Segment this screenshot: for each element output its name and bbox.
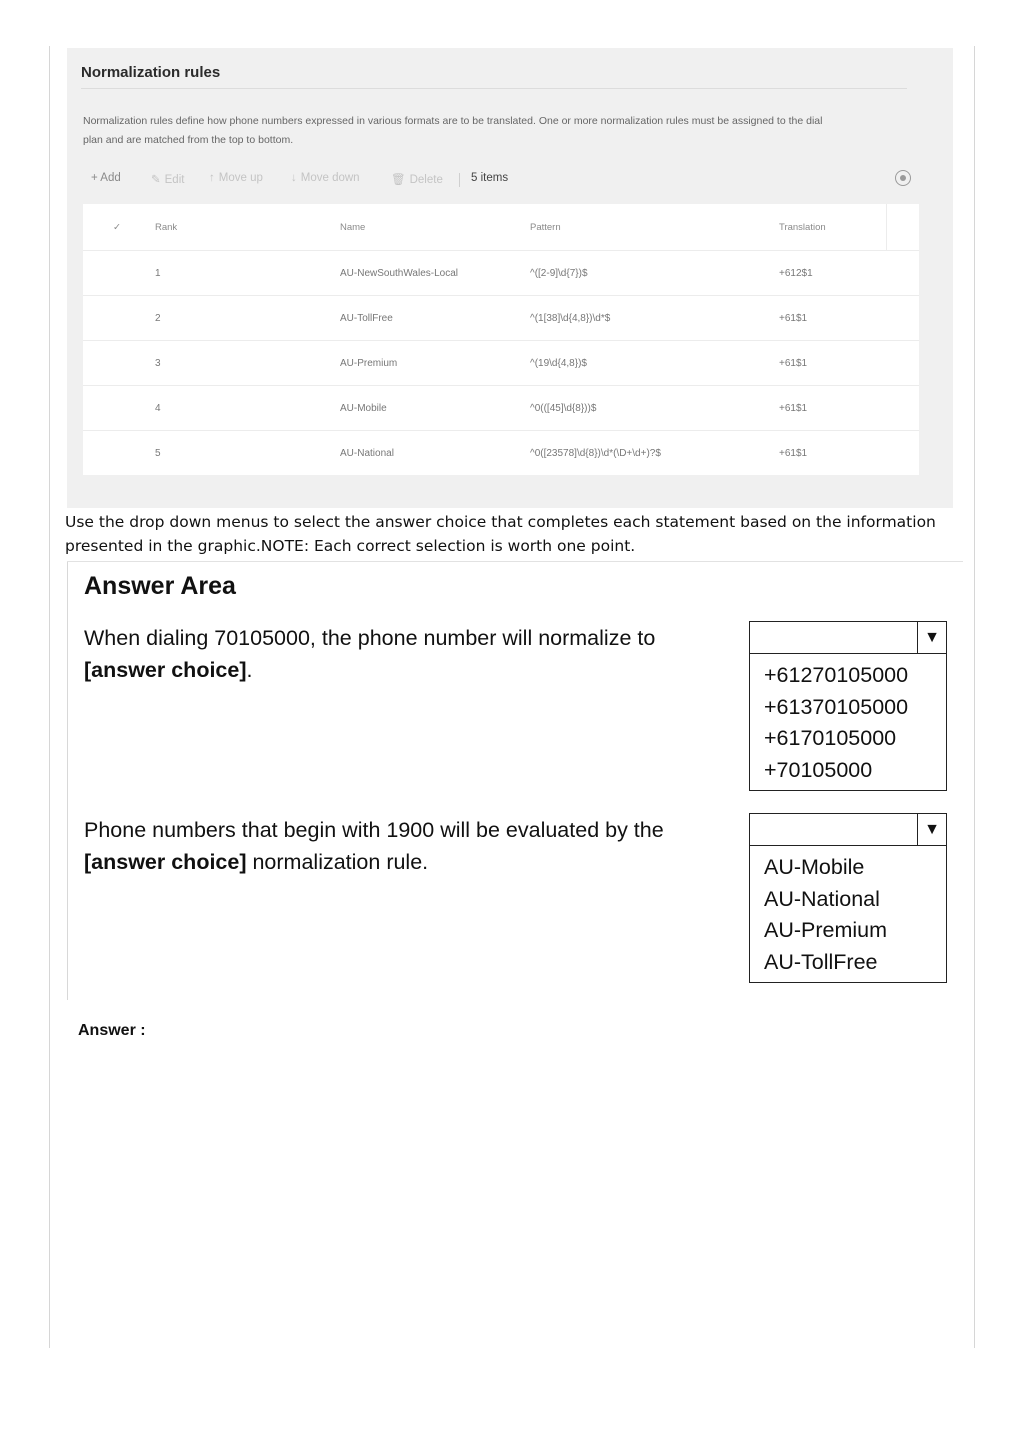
dropdown-selected[interactable] [750,814,946,846]
statement-1-blank: [answer choice] [84,658,247,682]
panel-description: Normalization rules define how phone numbers expressed in various formats are to be translated. One or more normalization rules must be assigned to the dial plan and are matched from the top to bottom. [83,115,823,146]
dropdown-option[interactable]: AU-National [764,886,880,911]
item-count: 5 items [471,172,509,184]
cell-name: AU-Premium [340,357,398,369]
table-header [83,204,919,250]
dropdown-selected[interactable] [750,622,946,654]
column-rank[interactable]: Rank [155,221,178,233]
dropdown-normalization-rule[interactable] [749,813,947,983]
add-button[interactable]: + Add [91,172,121,184]
cell-rank: 4 [155,402,161,414]
move-up-button[interactable] [209,172,263,184]
dropdown-option[interactable]: +61370105000 [764,694,909,719]
cell-name: AU-TollFree [340,312,393,324]
normalization-rules-screenshot [67,48,953,508]
column-name[interactable]: Name [340,221,366,233]
settings-icon[interactable] [895,170,911,186]
arrow-down-icon: ↓ [291,172,297,184]
question-instructions: Use the drop down menus to select the answer choice that completes each statement based on the information presented in the graphic.NOTE: Each correct selection is worth one point. [65,513,936,555]
move-up-label: Move up [218,172,263,184]
cell-rank: 3 [155,357,161,369]
table-row[interactable] [83,385,919,430]
statement-2-text: Phone numbers that begin with 1900 will be evaluated by the [84,818,664,842]
statement-2-end: normalization rule. [246,850,429,874]
select-all-checkmark-icon[interactable]: ✓ [113,221,121,233]
statement-1-text: When dialing 70105000, the phone number will normalize to [84,626,656,650]
cell-name: AU-National [340,447,394,459]
statement-2-blank: [answer choice] [84,850,247,874]
statement-2 [84,814,724,878]
answer-area-title: Answer Area [84,572,236,600]
cell-translation: +61$1 [779,447,808,459]
column-divider [886,204,887,250]
toolbar-divider [459,173,460,187]
edit-button[interactable] [151,172,184,186]
table-row[interactable] [83,295,919,340]
cell-pattern: ^(19\d{4,8})$ [530,357,587,369]
answer-label: Answer : [78,1022,146,1039]
pencil-icon: ✎ [151,174,161,186]
cell-name: AU-Mobile [340,402,387,414]
trash-icon: 🗑 [391,174,406,186]
delete-button[interactable] [391,172,443,186]
dropdown-normalized-number[interactable] [749,621,947,791]
title-divider [81,88,907,89]
cell-rank: 2 [155,312,161,324]
cell-translation: +61$1 [779,312,808,324]
cell-pattern: ^0(([45]\d{8}))$ [530,402,597,414]
table-row[interactable] [83,430,919,475]
dropdown-option[interactable]: AU-Mobile [764,855,865,879]
dropdown-arrow-icon[interactable]: ▼ [917,814,946,845]
dropdown-option[interactable]: AU-TollFree [764,949,878,974]
table-row[interactable] [83,340,919,385]
cell-pattern: ^0([23578]\d{8})\d*(\D+\d+)?$ [530,447,661,459]
cell-rank: 5 [155,447,161,459]
cell-translation: +612$1 [779,267,813,279]
dropdown-option[interactable]: AU-Premium [764,918,888,942]
cell-rank: 1 [155,267,161,279]
panel-title: Normalization rules [81,64,221,81]
cell-translation: +61$1 [779,357,808,369]
cell-pattern: ^([2-9]\d{7})$ [530,267,588,279]
answer-area [67,562,964,1000]
dropdown-option[interactable]: +61270105000 [764,663,909,687]
edit-label: Edit [164,174,185,186]
cell-name: AU-NewSouthWales-Local [340,267,459,279]
column-pattern[interactable]: Pattern [530,221,561,233]
move-down-button[interactable] [291,172,360,184]
toolbar [91,172,911,190]
arrow-up-icon: ↑ [209,172,215,184]
table-row[interactable] [83,250,919,295]
rules-table [83,204,919,475]
statement-1-end: . [246,658,253,682]
cell-translation: +61$1 [779,402,808,414]
delete-label: Delete [409,174,443,186]
cell-pattern: ^(1[38]\d{4,8})\d*$ [530,312,611,324]
dropdown-option[interactable]: +70105000 [764,757,873,782]
dropdown-options [750,846,946,982]
dropdown-options [750,654,946,790]
statement-1 [84,622,724,686]
column-translation[interactable]: Translation [779,221,826,233]
dropdown-arrow-icon[interactable]: ▼ [917,622,946,653]
dropdown-option[interactable]: +6170105000 [764,726,897,750]
move-down-label: Move down [300,172,360,184]
